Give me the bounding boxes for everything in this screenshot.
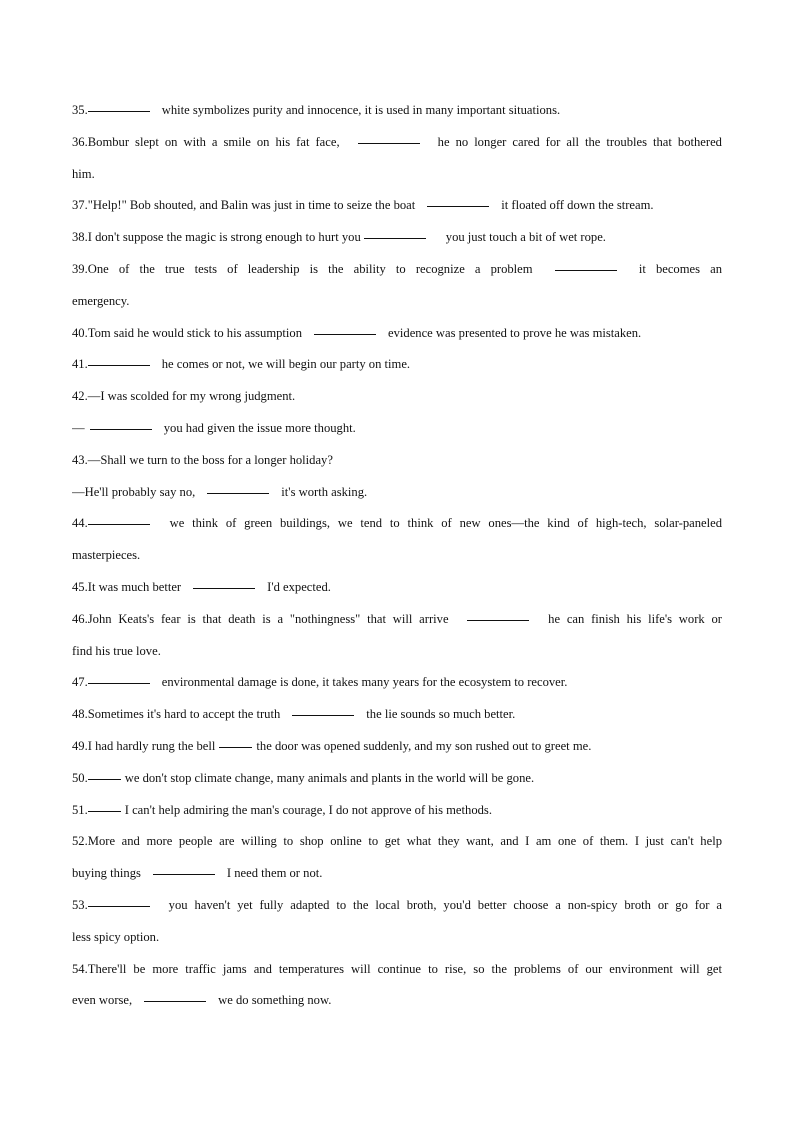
answer-blank[interactable] [364,237,426,239]
question-text: buying things [72,866,141,881]
question-text: less spicy option. [72,929,160,944]
question-text: find his true love. [72,643,161,658]
question-50 [72,763,722,795]
question-text: Sometimes it's hard to accept the truth [87,707,281,722]
answer-blank[interactable] [88,905,150,907]
question-number: 39. [72,261,88,276]
answer-blank[interactable] [467,619,529,621]
question-text: we don't stop climate change, many animals and plants in the world will be gone. [124,770,535,785]
answer-blank[interactable] [358,142,420,144]
question-35 [72,95,722,127]
question-number: 45. [72,579,88,594]
answer-blank[interactable] [193,587,255,589]
question-number: 54. [72,961,88,976]
question-text: environmental damage is done, it takes many years for the ecosystem to recover. [161,675,568,690]
question-47 [72,667,722,699]
question-text: One of the true tests of leadership is the ability to recognize a problem [87,261,533,276]
answer-blank[interactable] [88,364,150,366]
question-text: I had hardly rung the bell [87,738,216,753]
question-text: he no longer cared for all the troubles that bothered [437,134,722,149]
question-text: we think of green buildings, we tend to think of new ones—the kind of high-tech, solar-paneled [169,516,722,531]
exercise-page [72,95,722,1017]
question-text: you had given the issue more thought. [163,420,356,435]
answer-blank[interactable] [314,333,376,335]
question-text: it floated off down the stream. [501,198,654,213]
question-text: It was much better [87,579,182,594]
question-number: 38. [72,230,88,245]
question-number: 51. [72,802,88,817]
question-37 [72,190,722,222]
question-text: even worse, [72,993,133,1008]
question-text: evidence was presented to prove he was mistaken. [388,325,642,340]
question-text: I need them or not. [226,866,323,881]
answer-blank[interactable] [292,714,354,716]
question-text: "Help!" Bob shouted, and Balin was just in time to seize the boat [87,198,416,213]
question-text: Tom said he would stick to his assumption [87,325,303,340]
question-text: him. [72,166,95,181]
question-number: 36. [72,134,88,149]
question-text: white symbolizes purity and innocence, it is used in many important situations. [161,103,561,117]
question-49 [72,731,722,763]
question-number: 47. [72,675,88,690]
question-54-continued [72,985,722,1017]
question-52 [72,826,722,858]
question-text: — [72,420,88,435]
question-text: —I was scolded for my wrong judgment. [87,389,296,404]
question-text: he comes or not, we will begin our party on time. [161,357,411,372]
question-number: 37. [72,198,88,213]
question-text: the door was opened suddenly, and my son rushed out to greet me. [256,738,592,753]
question-number: 49. [72,738,88,753]
answer-blank[interactable] [88,523,150,525]
question-40 [72,318,722,350]
question-36 [72,127,722,159]
question-text: I'd expected. [267,579,331,594]
question-number: 48. [72,707,88,722]
question-text: emergency. [72,293,130,308]
question-text: the lie sounds so much better. [366,707,516,722]
question-number: 53. [72,897,88,912]
question-46-continued [72,636,722,668]
question-51 [72,795,722,827]
answer-blank[interactable] [88,810,121,812]
question-53-continued [72,922,722,954]
question-text: John Keats's fear is that death is a "nothingness" that will arrive [87,611,449,626]
question-text: There'll be more traffic jams and temperatures will continue to rise, so the problems of our environment will get [87,961,722,976]
question-number: 52. [72,834,88,849]
question-text: masterpieces. [72,548,141,563]
question-text: —He'll probably say no, [72,484,196,499]
question-52-continued [72,858,722,890]
question-number: 42. [72,389,88,404]
question-44-continued [72,540,722,572]
answer-blank[interactable] [153,873,215,875]
answer-blank[interactable] [88,778,121,780]
question-36-continued [72,159,722,191]
question-53 [72,890,722,922]
question-45 [72,572,722,604]
question-text: you just touch a bit of wet rope. [445,230,606,245]
question-text: Bombur slept on with a smile on his fat face, [87,134,340,149]
question-text: you haven't yet fully adapted to the local broth, you'd better choose a non-spicy broth or go for a [168,897,722,912]
question-43-reply [72,477,722,509]
question-text: it becomes an [638,261,722,276]
question-text: he can finish his life's work or [548,611,722,626]
answer-blank[interactable] [207,492,269,494]
answer-blank[interactable] [555,269,617,271]
question-text: we do something now. [218,993,332,1008]
question-text: I don't suppose the magic is strong enough to hurt you [87,230,361,245]
question-43 [72,445,722,477]
question-39-continued [72,286,722,318]
question-39 [72,254,722,286]
question-44 [72,508,722,540]
question-text: it's worth asking. [281,484,368,499]
question-text: I can't help admiring the man's courage, I do not approve of his methods. [124,802,492,817]
question-number: 35. [72,103,88,117]
question-48 [72,699,722,731]
question-text: —Shall we turn to the boss for a longer holiday? [87,452,333,467]
question-number: 41. [72,357,88,372]
question-text: More and more people are willing to shop online to get what they want, and I am one of them. I just can't help [87,834,722,849]
question-42 [72,381,722,413]
question-46 [72,604,722,636]
answer-blank[interactable] [144,1000,206,1002]
question-54 [72,954,722,986]
question-number: 50. [72,770,88,785]
answer-blank[interactable] [90,428,152,430]
answer-blank[interactable] [88,682,150,684]
answer-blank[interactable] [219,746,252,748]
question-42-reply [72,413,722,445]
question-number: 43. [72,452,88,467]
answer-blank[interactable] [427,205,489,207]
question-number: 46. [72,611,88,626]
question-38 [72,222,722,254]
question-number: 40. [72,325,88,340]
question-number: 44. [72,516,88,531]
answer-blank[interactable] [88,110,150,112]
question-41 [72,349,722,381]
